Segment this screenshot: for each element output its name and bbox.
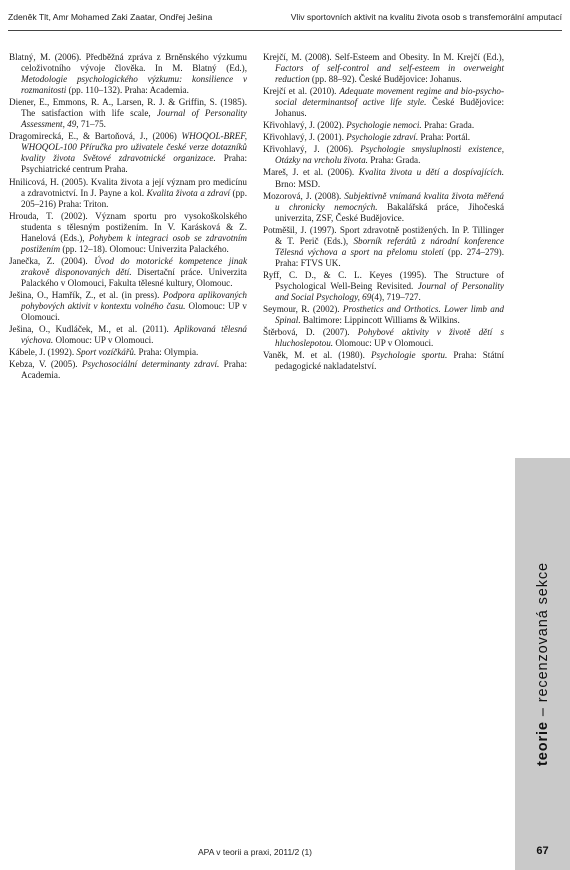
header-authors: Zdeněk Tlt, Amr Mohamed Zaki Zaatar, Ondřej Ješina xyxy=(8,12,213,22)
reference-entry: Krejčí, M. (2008). Self-Esteem and Obesity. In M. Krejčí (Ed.), Factors of self-control and self-esteem in overweight reduction (pp. 88–92). České Budějovice: Johanus. xyxy=(263,52,504,85)
reference-entry: Blatný, M. (2006). Předběžná zpráva z Brněnského výzkumu celoživotního vývoje člověka. In M. Blatný (Ed.), Metodologie psychologického výzkumu: konsilience v rozmanitosti (pp. 110–132). Praha: Academia. xyxy=(9,52,247,96)
reference-entry: Vaněk, M. et al. (1980). Psychologie sportu. Praha: Státní pedagogické nakladatelství. xyxy=(263,350,505,372)
reference-entry: Kebza, V. (2005). Psychosociální determinanty zdraví. Praha: Academia. xyxy=(9,359,247,381)
reference-entry: Mareš, J. et al. (2006). Kvalita života u dětí a dospívajících. Brno: MSD. xyxy=(263,167,504,189)
reference-entry: Ješina, O., Hamřík, Z., et al. (in press). Podpora aplikovaných pohybových aktivit v kontextu volného času. Olomouc: UP v Olomouci. xyxy=(9,289,247,323)
reference-entry: Ryff, C. D., & C. L. Keyes (1995). The Structure of Psychological Well-Being Revisited. Journal of Personality and Social Psychology, 69(4), 719–727. xyxy=(263,269,504,302)
reference-entry: Krejčí et al. (2010). Adequate movement regime and bio-psycho-social determinantsof active life style. České Budějovice: Johanus. xyxy=(263,86,504,119)
reference-entry: Křivohlavý, J. (2006). Psychologie smysluplnosti existence, Otázky na vrcholu života. Praha: Grada. xyxy=(263,144,504,166)
reference-entry: Mozorová, J. (2008). Subjektivně vnímaná kvalita života měřená u chronicky nemocných. Bakalářská práce, Jihočeská univerzita, ZSF, České Budějovice. xyxy=(263,190,504,223)
reference-entry: Hrouda, T. (2002). Význam sportu pro vysokoškolského studenta s tělesným postižením. In V. Karásková & Z. Hanelová (Eds.), Pohybem k integraci osob se zdravotním postižením (pp. 12–18). Olomouc: Univerzita Palackého. xyxy=(9,210,247,254)
references-column-left xyxy=(9,52,247,382)
reference-entry: Křivohlavý, J. (2002). Psychologie nemoci. Praha: Grada. xyxy=(263,120,475,131)
running-header xyxy=(8,8,562,31)
reference-entry: Kábele, J. (1992). Sport vozíčkářů. Praha: Olympia. xyxy=(9,347,199,358)
reference-entry: Štěrbová, D. (2007). Pohybové aktivity v životě dětí s hluchoslepotou. Olomouc: UP v Olomouci. xyxy=(263,327,504,349)
reference-entry: Seymour, R. (2002). Prosthetics and Orthotics. Lower limb and Spinal. Baltimore: Lippincott Williams & Wilkins. xyxy=(263,304,504,326)
references-column-right xyxy=(263,52,504,373)
section-side-tab xyxy=(515,458,570,870)
reference-entry: Janečka, Z. (2004). Úvod do motorické kompetence jinak zrakově disponovaných dětí. Disertační práce. Univerzita Palackého v Olomouci, Fakulta tělesné kultury, Olomouc. xyxy=(9,255,247,288)
reference-entry: Křivohlavý, J. (2001). Psychologie zdraví. Praha: Portál. xyxy=(263,132,471,143)
page-number: 67 xyxy=(536,845,549,857)
reference-entry: Diener, E., Emmons, R. A., Larsen, R. J. & Griffin, S. (1985). The satisfaction with life scale, Journal of Personality Assessment, 49, 71–75. xyxy=(9,97,247,130)
footer-journal: APA v teorii a praxi, 2011/2 (1) xyxy=(197,847,313,857)
reference-entry: Hnilicová, H. (2005). Kvalita života a její význam pro medicínu a zdravotnictví. In J. Payne a kol. Kvalita života a zdraví (pp. 205–216) Praha: Triton. xyxy=(9,176,247,209)
section-tab-label: teorie – recenzovaná sekce xyxy=(534,562,551,766)
reference-entry: Potměšil, J. (1997). Sport zdravotně postižených. In P. Tillinger & T. Perič (Eds.), Sborník referátů z národní konference Tělesná výchova a sport na přelomu století (pp. 274–279). Praha: FTVS UK. xyxy=(263,224,504,268)
reference-entry: Ješina, O., Kudláček, M., et al. (2011). Aplikovaná tělesná výchova. Olomouc: UP v Olomouci. xyxy=(9,324,247,346)
header-article-title: Vliv sportovních aktivit na kvalitu života osob s transfemorální amputací xyxy=(290,12,562,22)
reference-entry: Dragomirecká, E., & Bartoňová, J., (2006) WHOQOL-BREF, WHOQOL-100 Příručka pro uživatele české verze dotazníků kvality života Světové zdravotnické organizace. Praha: Psychiatrické centrum Praha. xyxy=(9,131,248,175)
